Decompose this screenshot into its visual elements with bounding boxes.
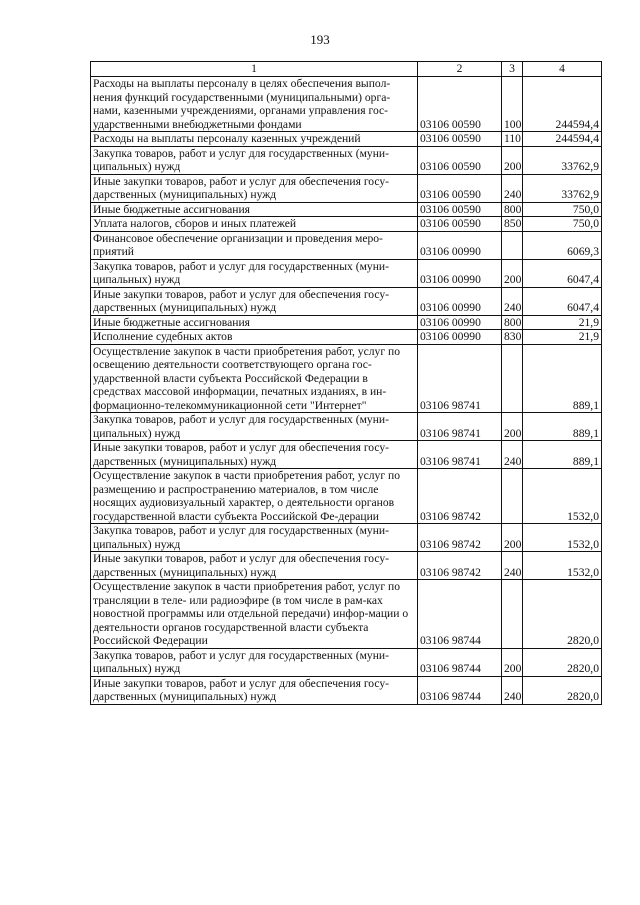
row-name: Иные закупки товаров, работ и услуг для обеспечения госу-дарственных (муниципальных) нужд bbox=[91, 174, 418, 202]
row-expense-type bbox=[502, 580, 523, 649]
row-name: Иные закупки товаров, работ и услуг для обеспечения госу-дарственных (муниципальных) нужд bbox=[91, 552, 418, 580]
row-code: 03106 00590 bbox=[418, 174, 502, 202]
row-amount: 33762,9 bbox=[523, 146, 602, 174]
row-name: Иные закупки товаров, работ и услуг для обеспечения госу-дарственных (муниципальных) нужд bbox=[91, 287, 418, 315]
row-code: 03106 00990 bbox=[418, 259, 502, 287]
row-name: Закупка товаров, работ и услуг для государственных (муни-ципальных) нужд bbox=[91, 146, 418, 174]
row-code: 03106 00590 bbox=[418, 217, 502, 232]
row-code: 03106 98741 bbox=[418, 441, 502, 469]
row-name: Уплата налогов, сборов и иных платежей bbox=[91, 217, 418, 232]
row-name: Расходы на выплаты персоналу в целях обеспечения выпол-нения функций государственными (муниципальными) орга-нами, казенными учреждениями, органами управления гос-ударственными внебюджетными фондами bbox=[91, 77, 418, 132]
row-code: 03106 98742 bbox=[418, 469, 502, 524]
row-amount: 21,9 bbox=[523, 315, 602, 330]
table-row bbox=[91, 315, 602, 330]
row-expense-type: 800 bbox=[502, 202, 523, 217]
row-amount: 1532,0 bbox=[523, 552, 602, 580]
row-name: Исполнение судебных актов bbox=[91, 330, 418, 345]
row-name: Осуществление закупок в части приобретения работ, услуг по размещению и распространению материалов, в том числе носящих аудиовизуальный характер, о деятельности органов государственной власти субъекта Российской Фе-дерации bbox=[91, 469, 418, 524]
table-header-row bbox=[91, 62, 602, 77]
column-header-name: 1 bbox=[91, 62, 418, 77]
row-amount: 244594,4 bbox=[523, 77, 602, 132]
row-code: 03106 00990 bbox=[418, 315, 502, 330]
row-code: 03106 98741 bbox=[418, 413, 502, 441]
row-expense-type: 240 bbox=[502, 441, 523, 469]
row-expense-type: 200 bbox=[502, 413, 523, 441]
row-amount: 1532,0 bbox=[523, 524, 602, 552]
table-row bbox=[91, 287, 602, 315]
row-expense-type: 200 bbox=[502, 524, 523, 552]
row-amount: 1532,0 bbox=[523, 469, 602, 524]
row-expense-type: 200 bbox=[502, 648, 523, 676]
row-code: 03106 98744 bbox=[418, 676, 502, 704]
column-header-code: 2 bbox=[418, 62, 502, 77]
budget-table-body bbox=[91, 77, 602, 705]
table-row bbox=[91, 202, 602, 217]
table-row bbox=[91, 676, 602, 704]
row-code: 03106 00590 bbox=[418, 146, 502, 174]
row-name: Закупка товаров, работ и услуг для государственных (муни-ципальных) нужд bbox=[91, 259, 418, 287]
row-name: Финансовое обеспечение организации и проведения меро-приятий bbox=[91, 231, 418, 259]
row-name: Иные бюджетные ассигнования bbox=[91, 315, 418, 330]
row-name: Закупка товаров, работ и услуг для государственных (муни-ципальных) нужд bbox=[91, 413, 418, 441]
row-name: Закупка товаров, работ и услуг для государственных (муни-ципальных) нужд bbox=[91, 648, 418, 676]
row-code: 03106 00990 bbox=[418, 231, 502, 259]
row-expense-type: 800 bbox=[502, 315, 523, 330]
budget-table bbox=[90, 61, 602, 705]
table-row bbox=[91, 217, 602, 232]
table-row bbox=[91, 146, 602, 174]
row-amount: 750,0 bbox=[523, 202, 602, 217]
row-expense-type bbox=[502, 469, 523, 524]
row-amount: 2820,0 bbox=[523, 580, 602, 649]
row-name: Расходы на выплаты персоналу казенных учреждений bbox=[91, 132, 418, 147]
table-row bbox=[91, 413, 602, 441]
row-amount: 6069,3 bbox=[523, 231, 602, 259]
row-amount: 889,1 bbox=[523, 344, 602, 413]
row-amount: 889,1 bbox=[523, 413, 602, 441]
row-code: 03106 98744 bbox=[418, 580, 502, 649]
row-name: Осуществление закупок в части приобретения работ, услуг по трансляции в теле- или радиоэфире (в том числе в рам-ках новостной программы или отдельной передачи) инфор-мации о деятельности органов государственной власти субъекта Российской Федерации bbox=[91, 580, 418, 649]
row-expense-type: 850 bbox=[502, 217, 523, 232]
row-name: Закупка товаров, работ и услуг для государственных (муни-ципальных) нужд bbox=[91, 524, 418, 552]
row-code: 03106 98742 bbox=[418, 552, 502, 580]
table-row bbox=[91, 469, 602, 524]
table-row bbox=[91, 524, 602, 552]
row-name: Иные закупки товаров, работ и услуг для обеспечения госу-дарственных (муниципальных) нужд bbox=[91, 441, 418, 469]
row-code: 03106 00590 bbox=[418, 77, 502, 132]
table-row bbox=[91, 231, 602, 259]
column-header-amount: 4 bbox=[523, 62, 602, 77]
row-code: 03106 00590 bbox=[418, 202, 502, 217]
table-row bbox=[91, 648, 602, 676]
row-expense-type: 240 bbox=[502, 676, 523, 704]
table-row bbox=[91, 441, 602, 469]
page-number: 193 bbox=[310, 32, 330, 47]
row-amount: 750,0 bbox=[523, 217, 602, 232]
table-row bbox=[91, 330, 602, 345]
row-expense-type: 830 bbox=[502, 330, 523, 345]
row-code: 03106 98744 bbox=[418, 648, 502, 676]
row-code: 03106 98741 bbox=[418, 344, 502, 413]
row-expense-type bbox=[502, 231, 523, 259]
row-amount: 2820,0 bbox=[523, 648, 602, 676]
row-amount: 33762,9 bbox=[523, 174, 602, 202]
row-code: 03106 00990 bbox=[418, 330, 502, 345]
row-expense-type: 100 bbox=[502, 77, 523, 132]
row-expense-type: 200 bbox=[502, 259, 523, 287]
row-expense-type: 240 bbox=[502, 287, 523, 315]
row-expense-type: 240 bbox=[502, 552, 523, 580]
row-amount: 6047,4 bbox=[523, 259, 602, 287]
row-name: Иные бюджетные ассигнования bbox=[91, 202, 418, 217]
table-row bbox=[91, 580, 602, 649]
row-name: Осуществление закупок в части приобретения работ, услуг по освещению деятельности соответствующего органа гос-ударственной власти субъекта Российской Федерации в средствах массовой информации, печатных изданиях, в ин-формационно-телекоммуникационной сети "Интернет" bbox=[91, 344, 418, 413]
table-row bbox=[91, 77, 602, 132]
row-name: Иные закупки товаров, работ и услуг для обеспечения госу-дарственных (муниципальных) нужд bbox=[91, 676, 418, 704]
row-amount: 889,1 bbox=[523, 441, 602, 469]
column-header-expense-type: 3 bbox=[502, 62, 523, 77]
table-row bbox=[91, 174, 602, 202]
row-expense-type: 110 bbox=[502, 132, 523, 147]
row-code: 03106 00990 bbox=[418, 287, 502, 315]
table-row bbox=[91, 552, 602, 580]
row-amount: 244594,4 bbox=[523, 132, 602, 147]
row-code: 03106 00590 bbox=[418, 132, 502, 147]
row-expense-type: 200 bbox=[502, 146, 523, 174]
row-amount: 2820,0 bbox=[523, 676, 602, 704]
row-expense-type: 240 bbox=[502, 174, 523, 202]
row-code: 03106 98742 bbox=[418, 524, 502, 552]
row-amount: 21,9 bbox=[523, 330, 602, 345]
row-expense-type bbox=[502, 344, 523, 413]
table-row bbox=[91, 344, 602, 413]
row-amount: 6047,4 bbox=[523, 287, 602, 315]
table-row bbox=[91, 132, 602, 147]
table-row bbox=[91, 259, 602, 287]
